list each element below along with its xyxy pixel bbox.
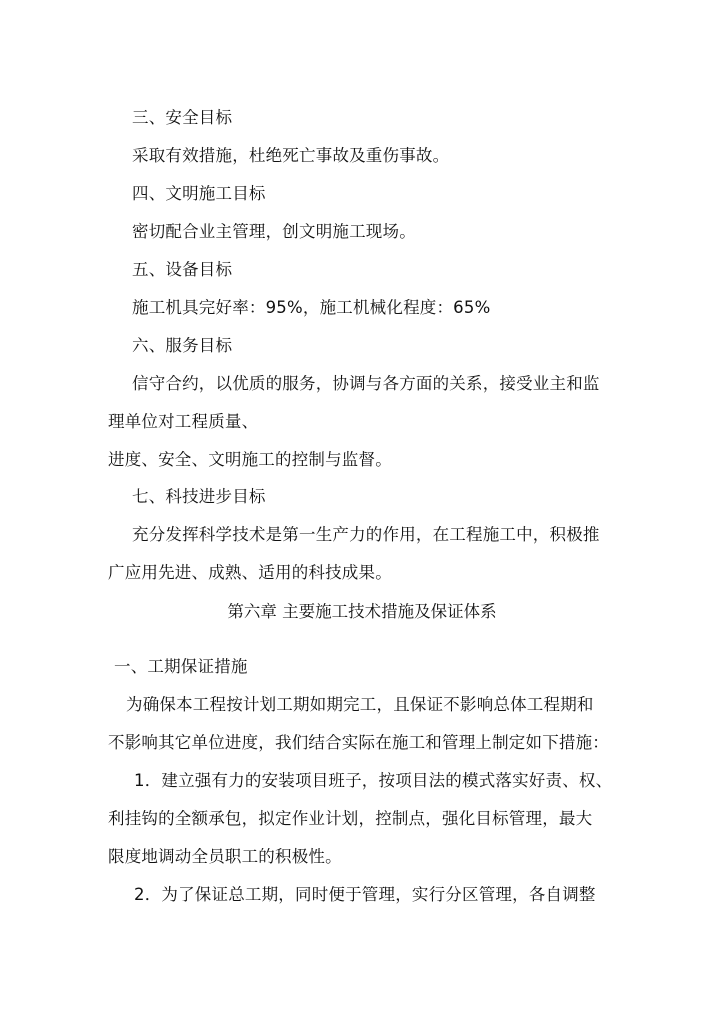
section-body-technology-line-1: 充分发挥科学技术是第一生产力的作用，在工程施工中，积极推: [132, 525, 600, 544]
list-item-2-line-1: 2．为了保证总工期，同时便于管理，实行分区管理，各自调整: [134, 885, 596, 904]
section-heading-equipment: 五、设备目标: [132, 260, 233, 279]
list-item-1-line-3: 限度地调动全员职工的积极性。: [108, 847, 342, 866]
section-body-service-line-2: 理单位对工程质量、: [108, 412, 259, 431]
section-heading-service: 六、服务目标: [132, 336, 233, 355]
section-heading-technology: 七、科技进步目标: [132, 487, 266, 506]
section-body-service-line-1: 信守合约，以优质的服务，协调与各方面的关系，接受业主和监: [132, 374, 600, 393]
chapter-title: 第六章 主要施工技术措施及保证体系: [227, 602, 497, 621]
subsection-intro-line-2: 不影响其它单位进度，我们结合实际在施工和管理上制定如下措施：: [108, 733, 609, 752]
list-item-1-line-2: 利挂钩的全额承包，拟定作业计划，控制点，强化目标管理，最大: [108, 809, 593, 828]
subsection-heading-schedule: 一、工期保证措施: [114, 657, 248, 676]
section-heading-civilized: 四、文明施工目标: [132, 184, 266, 203]
section-body-technology-line-2: 广应用先进、成熟、适用的科技成果。: [108, 563, 392, 582]
section-body-equipment: 施工机具完好率：95%，施工机械化程度：65%: [132, 298, 491, 317]
section-body-civilized: 密切配合业主管理，创文明施工现场。: [132, 222, 416, 241]
section-body-safety: 采取有效措施，杜绝死亡事故及重伤事故。: [132, 146, 450, 165]
section-body-service-line-3: 进度、安全、文明施工的控制与监督。: [108, 450, 392, 469]
subsection-intro-line-1: 为确保本工程按计划工期如期完工，且保证不影响总体工程期和: [126, 695, 594, 714]
section-heading-safety: 三、安全目标: [132, 108, 233, 127]
list-item-1-line-1: 1．建立强有力的安装项目班子，按项目法的模式落实好责、权、: [134, 771, 613, 790]
